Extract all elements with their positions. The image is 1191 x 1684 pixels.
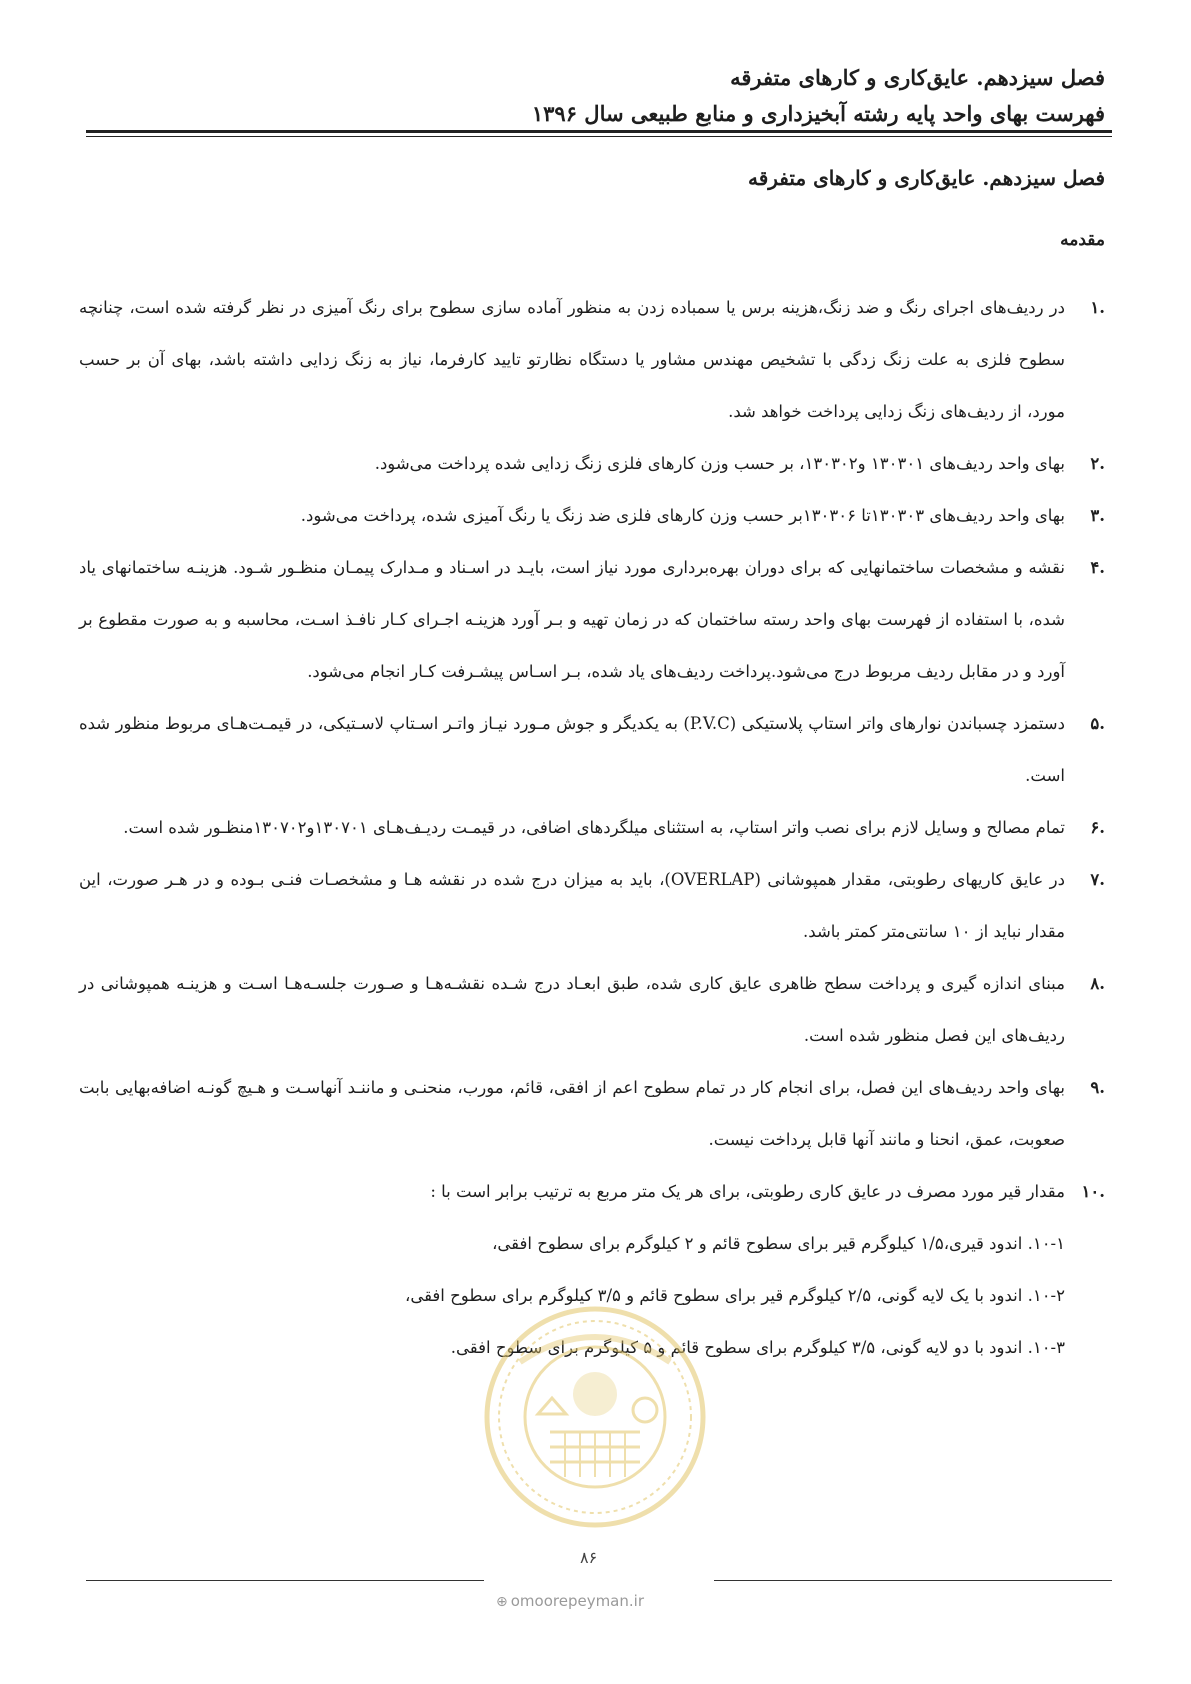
item-text: تمام مصالح و وسایل لازم برای نصب واتر استاپ، به استثنای میلگردهای اضافی، در قیمـت ردیـف‌هـای ۱۳۰۷۰۱و۱۳۰۷۰۲منظـور شده است. <box>123 818 1065 837</box>
sub-item: ۱۰-۱. اندود قیری،۱/۵ کیلوگرم قیر برای سطوح قائم و ۲ کیلوگرم برای سطوح افقی، <box>492 1234 1065 1253</box>
list-item <box>79 958 1105 1062</box>
clauses-list <box>79 282 1105 1374</box>
footer-rule-left <box>86 1580 484 1581</box>
list-item <box>79 698 1105 802</box>
list-item <box>79 490 1105 542</box>
item-number: .۲ <box>1090 454 1105 473</box>
item-number: .۷ <box>1090 870 1105 889</box>
globe-icon: ⊕ <box>496 1594 508 1610</box>
running-header <box>75 60 1105 132</box>
sub-item: ۱۰-۲. اندود با یک لایه گونی، ۲/۵ کیلوگرم قیر برای سطوح قائم و ۳/۵ کیلوگرم برای سطوح افقی، <box>405 1286 1065 1305</box>
list-item <box>79 542 1105 698</box>
item-text: در ردیف‌های اجرای رنگ و ضد زنگ،هزینه برس یا سمباده زدن به منظور آماده سازی سطوح برای رنگ آمیزی در نظر گرفته شده است، چنانچه سطوح فلزی به علت زنگ زدگی با تشخیص مهندس مشاور یا دستگاه نظارتو تایید کارفرما، نیاز به زنگ زدایی داشته باشد، بهای آن بر حسب مورد، از ردیف‌های زنگ زدایی پرداخت خواهد شد. <box>79 298 1065 421</box>
header-rule-thin <box>86 136 1112 137</box>
list-item <box>79 282 1105 438</box>
item-number: .۴ <box>1090 558 1105 577</box>
header-catalog-line: فهرست بهای واحد پایه رشته آبخیزداری و منابع طبیعی سال ۱۳۹۶ <box>531 101 1105 126</box>
item-text: مبنای اندازه گیری و پرداخت سطح ظاهری عایق کاری شده، طبق ابعـاد درج شـده نقشـه‌هـا و صـورت جلسـه‌هـا اسـت و هزینـه همپوشانی در ردیف‌های این فصل منظور شده است. <box>79 974 1065 1045</box>
item-number: .۱ <box>1090 298 1105 317</box>
item-text: نقشه و مشخصات ساختمانهایی که برای دوران بهره‌برداری مورد نیاز است، بایـد در اسـناد و مـدارک پیمـان منظـور شـود. هزینـه ساختمانهای یاد شده، با استفاده از فهرست بهای واحد رسته ساختمان که در زمان تهیه و بـر آورد هزینـه اجـرای کـار نافـذ اسـت، محاسبه و به صورت مقطوع بر آورد و در مقابل ردیف مربوط درج می‌شود.پرداخت ردیف‌های یاد شده، بـر اسـاس پیشـرفت کـار انجام می‌شود. <box>79 558 1065 681</box>
item-text: در عایق کاریهای رطوبتی، مقدار همپوشانی (OVERLAP)، باید به میزان درج شده در نقشه هـا و مشخصـات فنـی بـوده و در هـر صورت، این مقدار نباید از ۱۰ سانتی‌متر کمتر باشد. <box>79 870 1065 941</box>
website-text: omoorepeyman.ir <box>510 1592 644 1610</box>
intro-heading: مقدمه <box>1060 230 1105 250</box>
watermark-seal-icon <box>480 1302 710 1532</box>
item-number: .۸ <box>1090 974 1105 993</box>
item-text: دستمزد چسباندن نوارهای واتر استاپ پلاستیکی (P.V.C) به یکدیگر و جوش مـورد نیـاز واتـر اسـتاپ لاسـتیکی، در قیمـت‌هـای مربوط منظور شده است. <box>79 714 1065 785</box>
sub-item: ۱۰-۳. اندود با دو لایه گونی، ۳/۵ کیلوگرم برای سطوح قائم و ۵ کیلوگرم برای سطوح افقی. <box>450 1338 1065 1357</box>
item-number: .۶ <box>1090 818 1105 837</box>
list-item <box>79 854 1105 958</box>
website-watermark <box>496 1592 644 1610</box>
list-item <box>79 1166 1105 1218</box>
item-text: بهای واحد ردیف‌های این فصل، برای انجام کار در تمام سطوح اعم از افقی، قائم، مورب، منحنـی و ماننـد آنهاسـت و هـیچ گونـه اضافه‌بهایی بابت صعوبت، عمق، انحنا و مانند آنها قابل پرداخت نیست. <box>79 1078 1065 1149</box>
item-text: بهای واحد ردیف‌های ۱۳۰۳۰۱ و۱۳۰۳۰۲، بر حسب وزن کارهای فلزی زنگ زدایی شده پرداخت می‌شود. <box>374 454 1065 473</box>
list-item <box>79 1062 1105 1166</box>
item-text: بهای واحد ردیف‌های ۱۳۰۳۰۳تا ۱۳۰۳۰۶بر حسب وزن کارهای فلزی ضد زنگ یا رنگ آمیزی شده، پرداخت می‌شود. <box>300 506 1065 525</box>
list-item <box>79 802 1105 854</box>
item-number: .۱۰ <box>1081 1182 1105 1201</box>
list-item <box>79 438 1105 490</box>
chapter-title: فصل سیزدهم. عایق‌کاری و کارهای متفرقه <box>747 166 1105 190</box>
item-number: .۹ <box>1090 1078 1105 1097</box>
footer-rule-right <box>714 1580 1112 1581</box>
item-number: .۳ <box>1090 506 1105 525</box>
item-number: .۵ <box>1090 714 1105 733</box>
page-number: ۸۶ <box>580 1548 598 1567</box>
header-rule-thick <box>86 130 1112 133</box>
header-chapter-line: فصل سیزدهم. عایق‌کاری و کارهای متفرقه <box>730 65 1105 90</box>
item-text: مقدار قیر مورد مصرف در عایق کاری رطوبتی، برای هر یک متر مربع به ترتیب برابر است با : <box>430 1182 1065 1201</box>
